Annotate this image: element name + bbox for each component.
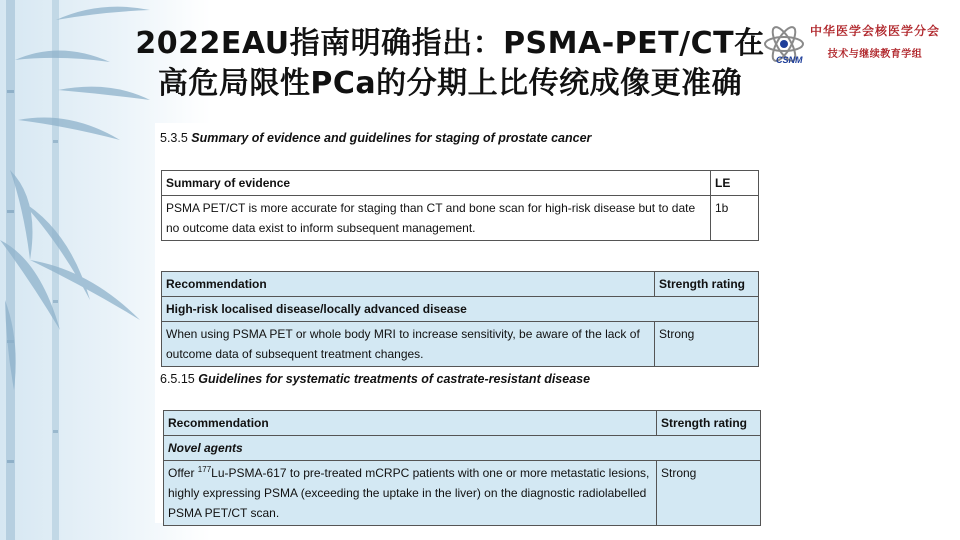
- strength-rating: Strong: [655, 322, 759, 367]
- isotope-mass-number: 177: [197, 465, 212, 474]
- evidence-text: PSMA PET/CT is more accurate for staging than CT and bone scan for high-risk disease but to date no outcome data exist to inform subsequent management.: [162, 196, 711, 241]
- recommendation-header: Recommendation: [164, 411, 657, 436]
- table-row: [162, 322, 759, 367]
- section-title-1: Summary of evidence and guidelines for staging of prostate cancer: [191, 131, 592, 145]
- slide-title: [120, 24, 780, 104]
- section-title-2: Guidelines for systematic treatments of castrate-resistant disease: [198, 372, 591, 386]
- section-number-1: 5.3.5: [160, 131, 188, 145]
- evidence-header: Summary of evidence: [162, 171, 711, 196]
- table-subheading-row: [164, 436, 761, 461]
- disease-subheading: High-risk localised disease/locally advanced disease: [162, 297, 759, 322]
- recommendation-table-1: [161, 271, 759, 367]
- evidence-le: 1b: [711, 196, 759, 241]
- section-heading-1: [160, 131, 591, 145]
- section-number-2: 6.5.15: [160, 372, 195, 386]
- evidence-table: [161, 170, 759, 241]
- strength-header: Strength rating: [655, 272, 759, 297]
- guideline-document: [155, 123, 775, 523]
- title-line-2: 高危局限性PCa的分期上比传统成像更准确: [157, 66, 743, 101]
- recommendation-header: Recommendation: [162, 272, 655, 297]
- strength-rating: Strong: [657, 461, 761, 526]
- strength-header: Strength rating: [657, 411, 761, 436]
- table-subheading-row: [162, 297, 759, 322]
- organization-group: 技术与继续教育学组: [827, 49, 923, 60]
- recommendation-prefix: Offer: [168, 466, 198, 480]
- recommendation-table-2: [163, 410, 761, 526]
- logo-caption: CSNM: [776, 55, 803, 65]
- novel-agents-subheading: Novel agents: [164, 436, 761, 461]
- recommendation-text: [164, 461, 657, 526]
- section-heading-2: [160, 372, 590, 386]
- le-header: LE: [711, 171, 759, 196]
- recommendation-body: Lu-PSMA-617 to pre-treated mCRPC patients with one or more metastatic lesions, highly expressing PSMA (exceeding the uptake in the liver) on the diagnostic radiolabelled PSMA PET/CT scan.: [168, 466, 650, 520]
- table-row: [164, 461, 761, 526]
- recommendation-text: When using PSMA PET or whole body MRI to increase sensitivity, be aware of the lack of outcome data of subsequent treatment changes.: [162, 322, 655, 367]
- table-row: [162, 196, 759, 241]
- organization: [810, 22, 940, 60]
- title-line-1: 2022EAU指南明确指出：PSMA-PET/CT在: [135, 26, 765, 61]
- organization-name: 中华医学会核医学分会: [810, 24, 941, 38]
